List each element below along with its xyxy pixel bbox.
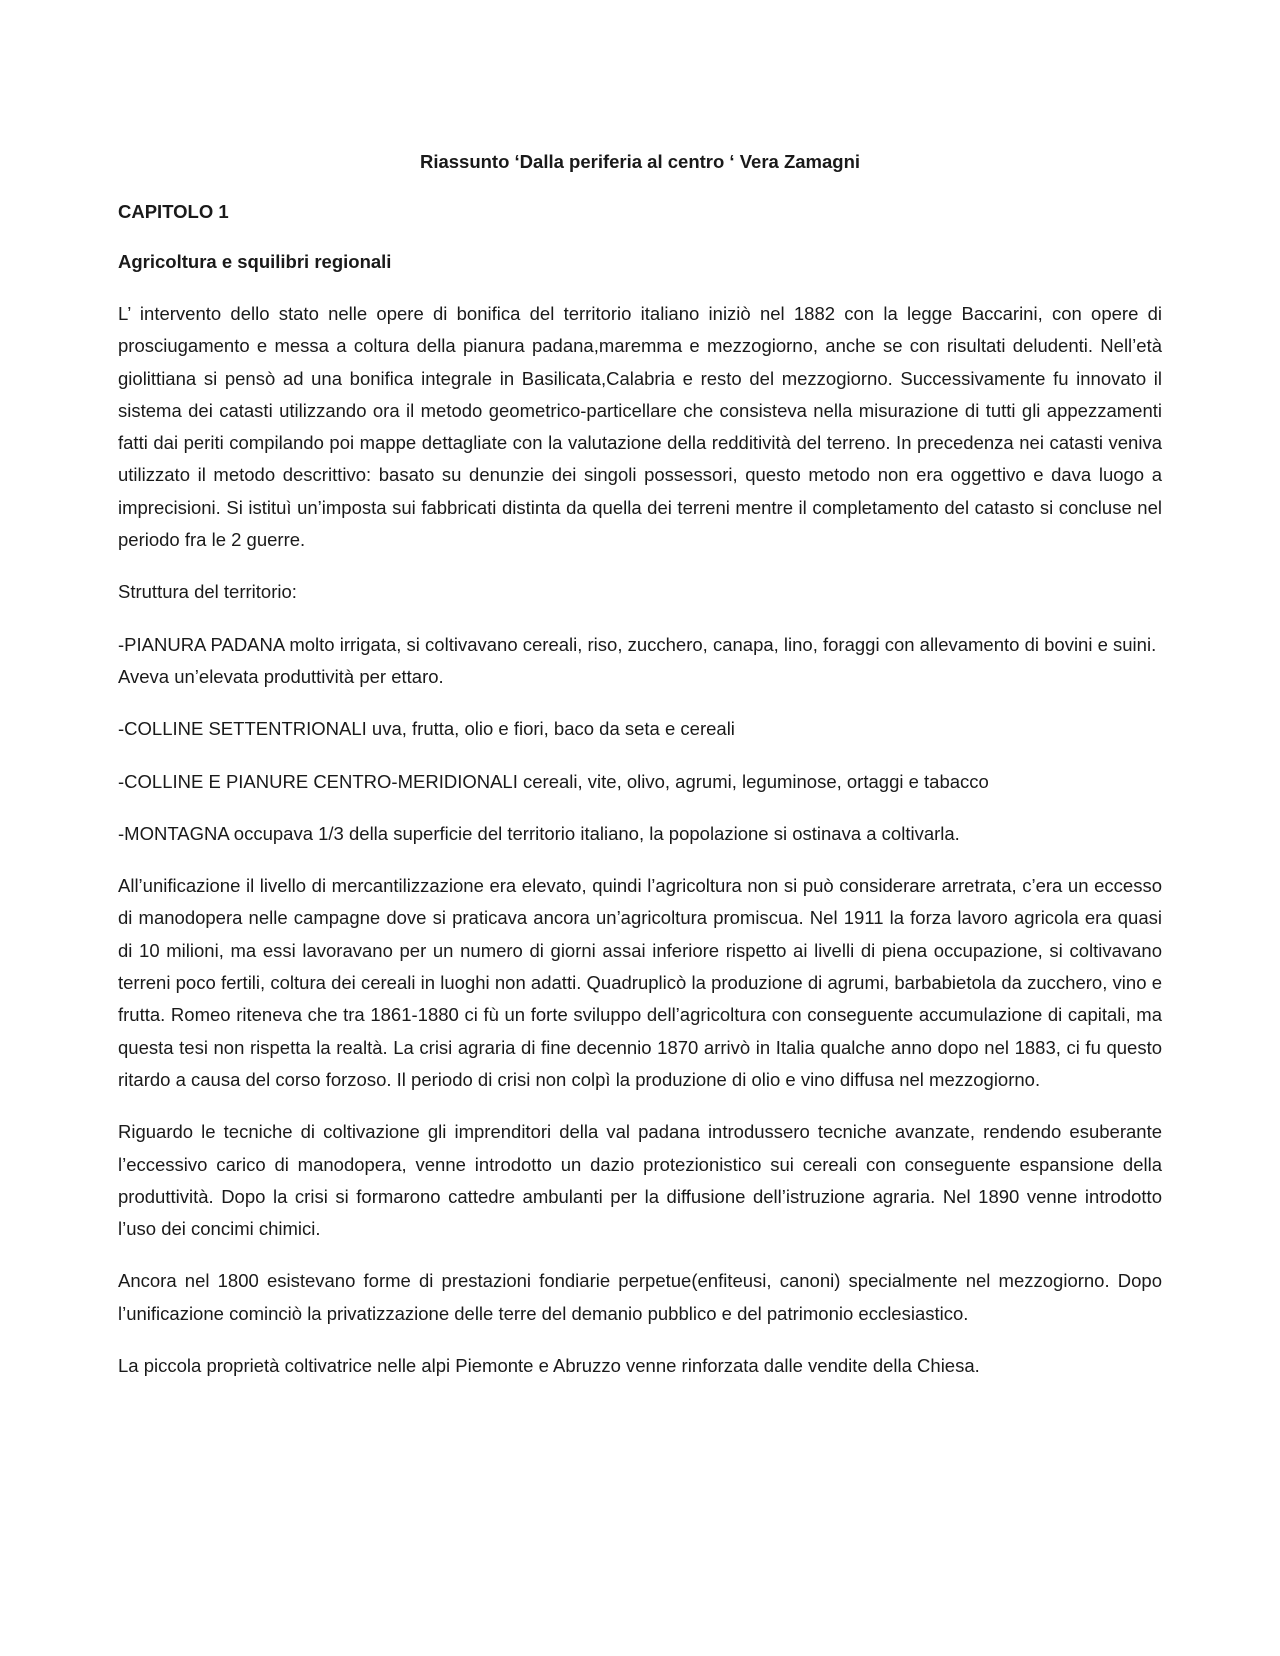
paragraph-unificazione: All’unificazione il livello di mercantilizzazione era elevato, quindi l’agricoltura non si può considerare arretrata, c’era un eccesso di manodopera nelle campagne dove si praticava ancora un’agricoltura promiscua. Nel 1911 la forza lavoro agricola era quasi di 10 milioni, ma essi lavoravano per un numero di giorni assai inferiore rispetto ai livelli di piena occupazione, si coltivavano terreni poco fertili, coltura dei cereali in luoghi non adatti. Quadruplicò la produzione di agrumi, barbabietola da zucchero, vino e frutta. Romeo riteneva che tra 1861-1880 ci fù un forte sviluppo dell’agricoltura con conseguente accumulazione di capitali, ma questa tesi non rispetta la realtà. La crisi agraria di fine decennio 1870 arrivò in Italia qualche anno dopo nel 1883, ci fu questo ritardo a causa del corso forzoso. Il periodo di crisi non colpì la produzione di olio e vino diffusa nel mezzogiorno. bbox=[118, 875, 1162, 1090]
section-heading: Agricoltura e squilibri regionali bbox=[118, 251, 392, 272]
paragraph-prestazioni: Ancora nel 1800 esistevano forme di prestazioni fondiarie perpetue(enfiteusi, canoni) specialmente nel mezzogiorno. Dopo l’unificazione cominciò la privatizzazione delle terre del demanio pubblico e del patrimonio ecclesiastico. bbox=[118, 1270, 1162, 1324]
paragraph-pianura-padana: -PIANURA PADANA molto irrigata, si coltivavano cereali, riso, zucchero, canapa, lino, foraggi con allevamento di bovini e suini. Aveva un’elevata produttività per ettaro. bbox=[118, 633, 1157, 687]
chapter-heading: CAPITOLO 1 bbox=[118, 201, 229, 222]
paragraph-bonifica: L’ intervento dello stato nelle opere di bonifica del territorio italiano iniziò nel 1882 con la legge Baccarini, con opere di prosciugamento e messa a coltura della pianura padana,maremma e mezzogiorno, anche se con risultati deludenti. Nell’età giolittiana si pensò ad una bonifica integrale in Basilicata,Calabria e resto del mezzogiorno. Successivamente fu innovato il sistema dei catasti utilizzando ora il metodo geometrico-particellare che consisteva nella misurazione di tutti gli appezzamenti fatti dai periti compilando poi mappe dettagliate con la valutazione della redditività del terreno. In precedenza nei catasti veniva utilizzato il metodo descrittivo: basato su denunzie dei singoli possessori, questo metodo non era oggettivo e dava luogo a imprecisioni. Si istituì un’imposta sui fabbricati distinta da quella dei terreni mentre il completamento del catasto si concluse nel periodo fra le 2 guerre. bbox=[118, 303, 1162, 551]
paragraph-montagna: -MONTAGNA occupava 1/3 della superficie del territorio italiano, la popolazione si ostinava a coltivarla. bbox=[118, 822, 960, 844]
paragraph-piccola-proprieta: La piccola proprietà coltivatrice nelle alpi Piemonte e Abruzzo venne rinforzata dalle vendite della Chiesa. bbox=[118, 1355, 980, 1377]
document-title: Riassunto ‘Dalla periferia al centro ‘ Vera Zamagni bbox=[419, 151, 861, 172]
paragraph-struttura-label: Struttura del territorio: bbox=[118, 581, 297, 603]
document-page bbox=[118, 148, 1162, 1402]
paragraph-colline-settentrionali: -COLLINE SETTENTRIONALI uva, frutta, olio e fiori, baco da seta e cereali bbox=[118, 718, 735, 740]
paragraph-colline-centro-meridionali: -COLLINE E PIANURE CENTRO-MERIDIONALI cereali, vite, olivo, agrumi, leguminose, ortaggi e tabacco bbox=[118, 770, 989, 792]
paragraph-tecniche: Riguardo le tecniche di coltivazione gli imprenditori della val padana introdussero tecniche avanzate, rendendo esuberante l’eccessivo carico di manodopera, venne introdotto un dazio protezionistico sui cereali con conseguente espansione della produttività. Dopo la crisi si formarono cattedre ambulanti per la diffusione dell’istruzione agraria. Nel 1890 venne introdotto l’uso dei concimi chimici. bbox=[118, 1121, 1162, 1240]
